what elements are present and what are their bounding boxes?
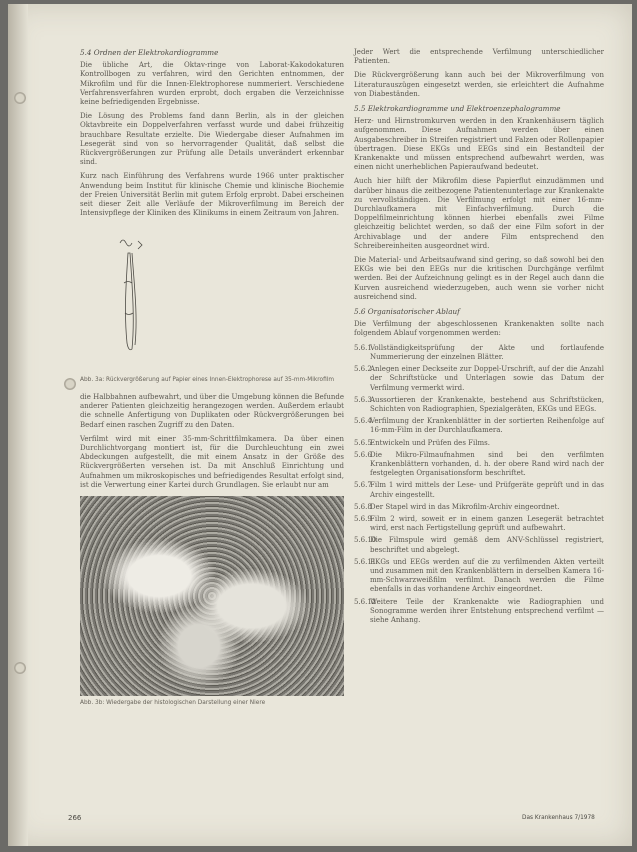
paragraph: Die Rückvergrößerung kann auch bei der Mikroverfilmung von Literaturauszügen eingesetzt werden, sie erleichtert die Aufnahme von Diabeständen. — [354, 71, 604, 98]
drawing-mark — [120, 240, 132, 246]
binding-edge — [8, 4, 28, 846]
list-item — [354, 344, 604, 362]
step-text: Verfilmung der Krankenblätter in der sortierten Reihenfolge auf 16-mm-Film in der Durchlaufkamera. — [370, 417, 604, 435]
step-number: 5.6.1 — [354, 343, 372, 352]
list-item — [354, 515, 604, 533]
step-number: 5.6.5 — [354, 438, 372, 447]
paragraph: Verfilmt wird mit einer 35-mm-Schrittfilmkamera. Da über einen Durchlichtvorgang montiert ist, für die Durchleuchtung ein zwei Abdeckungen aufgestellt, die mit einem Ansatz in der Größe des Rückvergrößerten versehen ist. Da mit Anschluß Einrichtung und Aufnahmen um mikroskopisches und befriedigendes Resultat erfolgt sind, ist die Verwertung einer Kartei durch Grundlagen. Sie erlaubt nur am — [80, 434, 344, 489]
paragraph: Jeder Wert die entsprechende Verfilmung unterschiedlicher Patienten. — [354, 48, 604, 66]
step-number: 5.6.6 — [354, 450, 372, 459]
paragraph: Auch hier hilft der Mikrofilm diese Papierflut einzudämmen und darüber hinaus die zeitbezogene Patientenunterlage zur Krankenakte zu vervollständigen. Die Verfilmung erfolgt mit einer 16-mm-Durchlaufkamera mit Einfachverfilmung. Durch die Doppelfilmeinrichtung können hierbei ebenfalls zwei Filme gleichzeitig belichtet werden, so daß der eine Film sofort in der Archivablage und der andere Film entsprechend den Schreibereinheiten ausgeordnet wird. — [354, 177, 604, 250]
paragraph: Die Verfilmung der abgeschlossenen Krankenakten sollte nach folgendem Ablauf vorgenommen werden: — [354, 320, 604, 338]
step-number: 5.6.3 — [354, 395, 372, 404]
list-item — [354, 396, 604, 414]
step-text: Die Mikro-Filmaufnahmen sind bei den verfilmten Krankenblättern vorhanden, d. h. der obere Rand wird nach der festgelegten Organisationsform beschriftet. — [370, 450, 604, 478]
paragraph: Die übliche Art, die Oktav-ringe von Laborat-Kakodokaturen Kontrollbogen zu verfahren, wird den Gerichten entnommen, der Mikrofilm und für die Innen-Elektrophorese nummeriert. Verschiedene Verfahrensverfahren wurden erprobt, doch ergaben die Verzeichnisse keine befriedigenden Ergebnisse. — [80, 61, 344, 107]
right-column — [354, 48, 604, 628]
step-number: 5.6.9 — [354, 514, 372, 523]
journal-footer: Das Krankenhaus 7/1978 — [522, 815, 595, 821]
step-number: 5.6.10 — [354, 536, 377, 545]
step-text: EKGs und EEGs werden auf die zu verfilmenden Akten verteilt und zusammen mit den Krankenblättern in derselben Kamera 16-mm-Schwarzweißfilm verfilmt. Danach werden die Filme ebenfalls in das vorhandene Archiv eingeordnet. — [370, 557, 604, 594]
list-item — [354, 503, 604, 512]
step-text: Anlegen einer Deckseite zur Doppel-Urschrift, auf der die Anzahl der Schriftstücke und Unterlagen sowie das Datum der Verfilmung vermerkt wird. — [370, 365, 604, 392]
figure-caption: Abb. 3a: Rückvergrößerung auf Papier eines Innen-Elektrophorese auf 35-mm-Mikrofilm — [80, 377, 334, 384]
section-heading: 5.5 Elektrokardiogramme und Elektroenzephalogramme — [354, 104, 561, 114]
section-heading: 5.4 Ordnen der Elektrokardiogramme — [80, 48, 219, 57]
paragraph: Die Lösung des Problems fand dann Berlin, als in der gleichen Oktavbreite ein Doppelverfahren verfasst wurde und dabei frühzeitig brauchbare Resultate erzielte. Die Wiedergabe dieser Aufnahmen im Lesegerät sind von so hervorragender Qualität, daß selbst die Rückvergrößerungen zur Prüfung alle Details unverändert erkennbar sind. — [80, 112, 344, 167]
list-item — [354, 451, 604, 479]
step-number: 5.6.7 — [354, 481, 372, 490]
subsection-heading: 5.6 Organisatorischer Ablauf — [354, 307, 460, 317]
step-number: 5.6.4 — [354, 417, 372, 426]
step-text: Entwickeln und Prüfen des Films. — [370, 438, 490, 447]
paragraph: Herz- und Hirnstromkurven werden in den Krankenhäusern täglich aufgenommen. Diese Aufnahmen werden über einen Ausgabeschreiber in Streifen registriert und Falzen oder Rollenpapier übertragen. Diese EKGs und EEGs sind ein Bestandteil der Krankenakte und müssen entsprechend aufbewahrt werden, was einen nicht unerheblichen Papieraufwand bedeutet. — [354, 117, 604, 172]
step-number: 5.6.2 — [354, 365, 372, 374]
punch-hole — [14, 92, 26, 104]
list-item — [354, 598, 604, 626]
list-item — [354, 365, 604, 393]
punch-hole — [64, 378, 76, 390]
list-item — [354, 536, 604, 554]
step-number: 5.6.12 — [354, 597, 377, 606]
list-item — [354, 481, 604, 499]
list-item — [354, 417, 604, 435]
electrophoresis-drawing — [80, 223, 344, 373]
drawing-band — [125, 253, 133, 350]
step-text: Aussortieren der Krankenakte, bestehend aus Schriftstücken, Schichten von Radiographien, Spezialgeräten, EKGs und EEGs. — [370, 395, 604, 413]
paragraph: Die Material- und Arbeitsaufwand sind gering, so daß sowohl bei den EKGs wie bei den EEGs nur die kritischen Durchgänge verfilmt werden. Bei der Aufzeichnung gelingt es in der Regel auch dann die Kurven ausreichend wiederzugeben, auch wenn sie vorher nicht ausreichend sind. — [354, 256, 604, 301]
paragraph: Kurz nach Einführung des Verfahrens wurde 1966 unter praktischer Anwendung beim Institut für klinische Chemie und klinische Biochemie der Freien Universität Berlin mit gutem Erfolg erprobt. Dabei erscheinen seit dieser Zeit alle Verläufe der Mikroverfilmung im Bereich der Intensivpflege der Kliniken des Klinikums in einem Zeitraum von Jahren. — [80, 172, 344, 218]
drawing-band — [125, 313, 133, 315]
step-text: Film 1 wird mittels der Lese- und Prüfgeräte geprüft und in das Archiv eingestellt. — [370, 481, 604, 499]
step-text: Film 2 wird, soweit er in einem ganzen Lesegerät betrachtet wird, erst nach Fertigstellung geprüft und aufbewahrt. — [370, 514, 604, 533]
punch-hole — [14, 662, 26, 674]
procedure-list — [354, 344, 604, 625]
step-number: 5.6.8 — [354, 502, 372, 511]
figure-caption: Abb. 3b: Wiedergabe der histologischen Darstellung einer Niere — [80, 699, 266, 706]
step-text: Vollständigkeitsprüfung der Akte und fortlaufende Nummerierung der einzelnen Blätter. — [370, 343, 604, 361]
step-text: Die Filmspule wird gemäß dem ANV-Schlüssel registriert, beschriftet und abgelegt. — [370, 536, 604, 554]
page-number: 266 — [68, 814, 82, 822]
drawing-mark — [138, 241, 142, 249]
histology-photo — [80, 496, 344, 696]
step-number: 5.6.11 — [354, 557, 377, 566]
paragraph: die Halbbahnen aufbewahrt, und über die Umgebung können die Befunde anderer Patienten gleichzeitig herangezogen werden. Außerdem erlaubt die schnelle Anfertigung von Duplikaten oder Rückvergrößerungen bei Bedarf einen raschen Zugriff zu den Daten. — [80, 392, 344, 429]
step-text: Weitere Teile der Krankenakte wie Radiographien und Sonogramme werden ihrer Entstehung entsprechend verfilmt — siehe Anhang. — [370, 597, 604, 624]
figure-electrophoresis — [80, 223, 344, 373]
drawing-band — [124, 282, 132, 284]
list-item — [354, 439, 604, 448]
list-item — [354, 558, 604, 595]
left-column — [80, 48, 344, 715]
step-text: Der Stapel wird in das Mikrofilm-Archiv eingeordnet. — [370, 502, 560, 511]
